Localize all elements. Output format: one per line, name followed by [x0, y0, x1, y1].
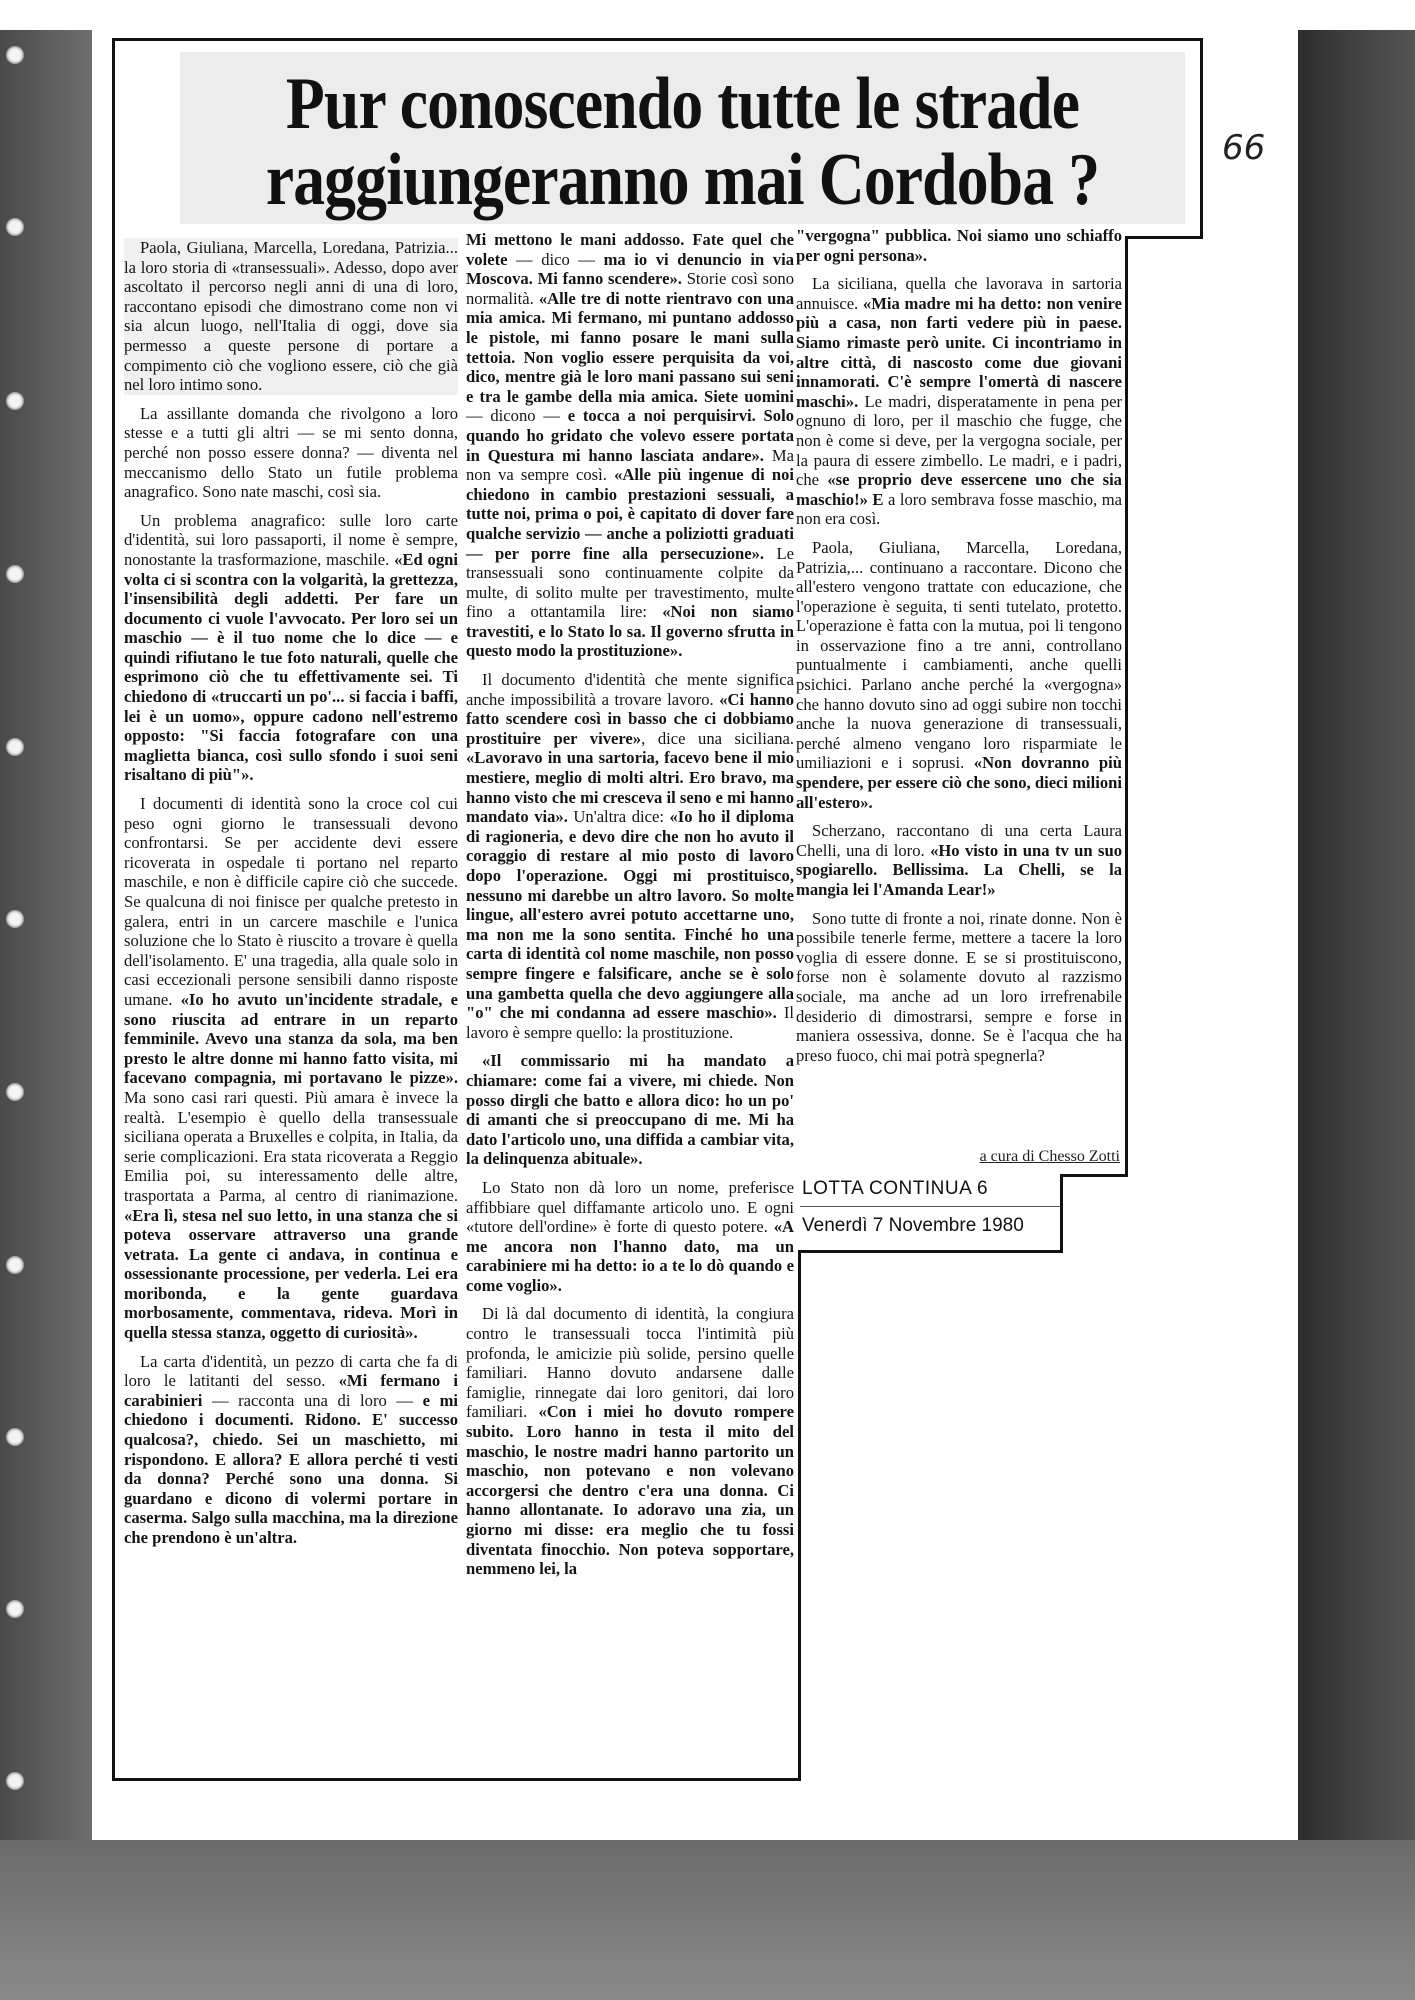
body-text: Paola, Giuliana, Marcella, Loredana, Patrizia... la loro storia di «transessuali». Adesso, dopo aver ascoltato il percorso negli anni di una di loro, raccontano episodi che dimostrano come non vi sia alcun luogo, nell'Italia di oggi, dove sia permesso a queste persone di portare a compimento ciò che vogliono essere, ciò che già nel loro intimo sono. [124, 238, 458, 395]
binder-hole [6, 910, 24, 928]
binder-hole [6, 1256, 24, 1274]
article-paragraph [796, 538, 1122, 812]
border-col3-right [1125, 236, 1128, 1176]
binder-hole [6, 46, 24, 64]
quote-text: «Io ho avuto un'incidente stradale, e sono riuscita ad entrare in un reparto femminile. Avevo una stanza da sola, ma ben presto le altre donne mi hanno fatto visita, mi facevano compagnia, mi portavano le pizze». [124, 989, 458, 1088]
border-bottom [112, 1778, 801, 1781]
article-paragraph [124, 404, 458, 502]
body-text: La carta d'identità, un pezzo di carta che fa di loro le latitanti del sesso. [124, 1351, 458, 1391]
binder-hole [6, 565, 24, 583]
quote-text: «Ci hanno fatto scendere così in basso che ci dobbiamo prostituire per vivere» [466, 689, 795, 748]
scan-bottom-edge [0, 1840, 1415, 2000]
quote-text: «A me ancora non l'hanno dato, ma un carabiniere mi ha detto: io a te lo dò quando e come voglio». [466, 1217, 794, 1295]
body-text: Le transessuali sono continuamente colpite da multe, di solito multe per travestimento, multe fino a ottantamila lire: [466, 543, 794, 622]
border-title-step [1125, 236, 1203, 239]
body-text: Scherzano, raccontano di una certa Laura Chelli, una di loro. [796, 821, 1122, 860]
scan-right-edge [1298, 30, 1415, 2000]
binder-hole [6, 1600, 24, 1618]
quote-text: Mi mettono le mani addosso. Fate quel che volete [466, 230, 794, 269]
binder-hole [6, 1083, 24, 1101]
body-text: — racconta una di loro — [202, 1390, 423, 1410]
publication-name: LOTTA CONTINUA 6 [802, 1178, 989, 1199]
article-paragraph [796, 226, 1122, 265]
border-footer-right [1060, 1174, 1063, 1252]
article-paragraph [466, 1178, 794, 1296]
headline-line-1: Pur conoscendo tutte le strade [285, 63, 1080, 145]
binder-hole [6, 1772, 24, 1790]
quote-text: «Ed ogni volta ci si scontra con la volgarità, la grettezza, l'insensibilità degli addetti. Per fare un documento ci vuole l'avvocato. Per loro sei un maschio — è il tuo nome che lo dice — e quindi rifiutano le tue foto naturali, quelle che esprimono ciò che tu effettivamente sei. Ti chiedono di «truccarti un po'... si faccia i baffi, lei è un uomo», oppure cadono nell'estremo opposto: "Si faccia fotografare con una maglietta bianca, così sullo sfondo i suoi seni risaltano di più"». [124, 549, 458, 785]
quote-text: «Con i miei ho dovuto rompere subito. Loro hanno in testa il mito del maschio, le nostre madri hanno partorito un maschio, non potevano e non volevano accorgersi che dentro c'era una donna. Ci hanno allontanate. Io adoravo una zia, un giorno mi disse: era meglio che tu fossi diventata finocchio. Non poteva sopportare, nemmeno lei, la [466, 1402, 794, 1579]
body-text: La assillante domanda che rivolgono a loro stesse e a tutti gli altri — se mi sento donna, perché non posso essere donna? — diventa nel meccanismo dello Stato un futile problema anagrafico. Sono nate maschi, così sia. [124, 403, 458, 502]
binder-hole [6, 1428, 24, 1446]
quote-text: «Non dovranno più spendere, per essere ciò che sono, dieci milioni all'estero». [796, 753, 1122, 812]
quote-text: «Era lì, stesa nel suo letto, in una stanza che si poteva osservare attraverso una grande vetrata. La gente ci andava, in continua e ossessionante processione, per vederla. Lei era moribonda, e la gente guardava morbosamente, commentava, rideva. Morì in quella stessa stanza, oggetto di curiosità». [124, 1205, 458, 1343]
article-paragraph [466, 1304, 794, 1578]
body-text: La siciliana, quella che lavorava in sartoria annuisce. [796, 274, 1122, 313]
scan-left-edge [0, 30, 92, 2000]
article-paragraph [124, 511, 458, 785]
body-text: Ma non va sempre così. [466, 445, 794, 485]
body-text: Sono tutte di fronte a noi, rinate donne. Non è possibile tenerle ferme, mettere a tacere la loro voglia di essere donne. E se si prostituiscono, forse non è solamente dovuto al razzismo sociale, ma anche ad un loro irrefrenabile desiderio di dimostrarsi, sempre e forse in maniera ossessiva, donne. Se è l'acqua che ha preso fuoco, chi mai potrà spegnerla? [796, 908, 1122, 1065]
body-text: Lo Stato non dà loro un nome, preferisce affibbiare quel diffamante articolo uno. E ogni «tutore dell'ordine» è forte di questo potere. [466, 1177, 794, 1237]
border-left [112, 38, 115, 1780]
headline-line-2: raggiungeranno mai Cordoba ? [265, 139, 1100, 221]
quote-text: «Il commissario mi ha mandato a chiamare: come fai a vivere, mi chiede. Non posso dirgli che batto e allora dico: ho un po' di amanti che si preoccupano di me. Mi ha dato l'articolo uno, una diffida a cambiar vita, la delinquenza abituale». [466, 1051, 794, 1169]
article-paragraph [796, 274, 1122, 529]
article-paragraph [796, 909, 1122, 1066]
body-text: I documenti di identità sono la croce col cui peso ogni giorno le transessuali devono confrontarsi. Se per accidente devi essere ricoverata in ospedale ti portano nel reparto maschile, e non è difficile capire ciò che succede. Se qualcuna di noi finisce per qualche pretesto in galera, entri in un carcere maschile e l'unica soluzione che lo Stato è riuscito a trovare è quella dell'isolamento. E' una tragedia, alla quale solo in casi eccezionali persone sensibili danno risposte umane. [124, 794, 458, 1009]
quote-text: ma io vi denuncio in via Moscova. Mi fanno scendere». [466, 249, 794, 289]
article-column-3 [796, 226, 1122, 1074]
body-text: , dice una siciliana. [641, 728, 794, 748]
quote-text: «Noi non siamo travestiti, e lo Stato lo sa. Il governo sfrutta in questo modo la prostituzione». [466, 602, 794, 661]
body-text: Il documento d'identità che mente significa anche impossibilità a trovare lavoro. [466, 670, 794, 709]
binder-hole [6, 738, 24, 756]
headline-box [180, 52, 1185, 224]
article-paragraph [124, 1352, 458, 1548]
body-text: Storie così sono normalità. [466, 269, 794, 308]
publication-date: Venerdì 7 Novembre 1980 [802, 1215, 1024, 1236]
body-text: Un problema anagrafico: sulle loro carte d'identità, sui loro passaporti, il nome è sempre, nonostante la trasformazione, maschile. [124, 510, 458, 569]
article-paragraph [796, 821, 1122, 899]
binder-hole [6, 392, 24, 410]
footer-divider [800, 1206, 1060, 1207]
quote-text: «Alle più ingenue di noi chiedono in cambio prestazioni sessuali, a tutte noi, prima o poi, è capitato di dover fare qualche servizio — anche a poliziotti graduati — per porre fine alla persecuzione». [466, 465, 794, 563]
article-paragraph [466, 230, 794, 661]
body-text: — dicono — [466, 406, 568, 426]
quote-text: «Mia madre mi ha detto: non venire più a casa, non farti vedere più in paese. Siamo rimaste però unite. Ci incontriamo in altre città, di nascosto come due giovani innamorati. C'è sempre l'omertà di nascere maschi». [796, 293, 1122, 411]
body-text: Un'altra dice: [567, 807, 670, 827]
binder-hole [6, 218, 24, 236]
quote-text: «Io ho il diploma di ragioneria, e devo dire che non ho avuto il coraggio di restare al mio posto di lavoro dopo l'operazione. Oggi mi prostituisco, nessuno mi darebbe un altro lavoro. So molte lingue, all'estero avrei potuto accettarne uno, ma non me la sono sentita. Finché ho una carta di identità col nome maschile, non posso sempre fingere e falsificare, anche se è solo una gambetta quella che devo aggiungere alla "o" che mi condanna ad essere maschio». [466, 807, 794, 1023]
quote-text: «Alle tre di notte rientravo con una mia amica. Mi fermano, mi puntano addosso le pistole, mi fanno posare le mani sulla tettoia. Non voglio essere perquisita da voi, dico, mentre già le loro mani passano sui seni e tra le gambe della mia amica. Siete uomini [466, 288, 794, 406]
body-text: Il lavoro è sempre quello: la prostituzione. [466, 1003, 794, 1042]
quote-text: "vergogna" pubblica. Noi siamo uno schiaffo per ogni persona». [796, 226, 1122, 265]
border-top [112, 38, 1202, 41]
border-footer-step [1062, 1174, 1128, 1177]
article-paragraph [124, 794, 458, 1343]
body-text: Di là dal documento di identità, la congiura contro le transessuali tocca l'intimità più profonda, le amicizie più solide, persino quelle familiari. Hanno dovuto andarsene dalle famiglie, rinnegate dai loro genitori, dai loro familiari. [466, 1304, 794, 1422]
article-column-2 [466, 230, 794, 1588]
quote-text: e mi chiedono i documenti. Ridono. E' successo qualcosa?, chiedo. Sei un maschietto, mi rispondono. E allora? E allora perché ti vesti da donna? Perché sono una donna. Si guardano e dicono di volermi portare in caserma. Salgo sulla macchina, ma la direzione che prendono è un'altra. [124, 1390, 459, 1547]
article-paragraph [466, 670, 794, 1042]
article-paragraph [124, 238, 458, 395]
quote-text: «se proprio deve essercene uno che sia maschio!» E [796, 470, 1122, 509]
byline: a cura di Chesso Zotti [979, 1148, 1120, 1165]
handwritten-page-number: 66 [1222, 128, 1266, 168]
border-col2-right [798, 1250, 801, 1780]
body-text: Ma sono casi rari questi. Più amara è invece la realtà. L'esempio è quello della transessuale siciliana operata a Bruxelles e colpita, in Italia, da serie complicazioni. Era stata ricoverata a Reggio Emilia poi, su interessamento delle altre, trasportata a Parma, al centro di rianimazione. [124, 1087, 458, 1205]
quote-text: e tocca a noi perquisirvi. Solo quando ho gridato che volevo essere portata in Questura mi hanno lasciata andare». [466, 406, 794, 465]
article-column-1 [124, 238, 458, 1557]
body-text: — dico — [507, 249, 604, 269]
border-title-right [1200, 38, 1203, 238]
body-text: Paola, Giuliana, Marcella, Loredana, Patrizia,... continuano a raccontare. Dicono che all'estero vengono trattate con educazione, che l'operazione è seguita, ti senti tutelato, protetto. L'operazione è fatta con la mutua, poi li tengono in osservazione fino a tre anni, controllano puntualmente i cambiamenti, anche quelli psichici. Parlano anche perché la «vergogna» che hanno dovuto sino ad oggi subire non tocchi anche la nuova generazione di transessuali, perché almeno vengano loro risparmiate le umiliazioni e i soprusi. [796, 537, 1122, 773]
quote-text: «Ho visto in una tv un suo spogiarello. Bellissima. La Chelli, se la mangia lei l'Amanda Lear!» [796, 840, 1122, 899]
quote-text: «Mi fermano i carabinieri [124, 1371, 458, 1410]
body-text: a loro sembrava fosse maschio, ma non era così. [796, 489, 1123, 529]
article-paragraph [466, 1051, 794, 1169]
quote-text: «Lavoravo in una sartoria, facevo bene il mio mestiere, meglio di molti altri. Ero bravo, ma hanno visto che mi cresceva il seno e mi hanno mandato via». [466, 748, 794, 827]
border-footer-bottom [798, 1250, 1063, 1253]
body-text: Le madri, disperatamente in pena per ognuno di loro, per il maschio che fugge, che non è come si deve, per la vergogna sociale, per la paura di essere zimbello. Le madri, e i padri, che [796, 391, 1122, 490]
